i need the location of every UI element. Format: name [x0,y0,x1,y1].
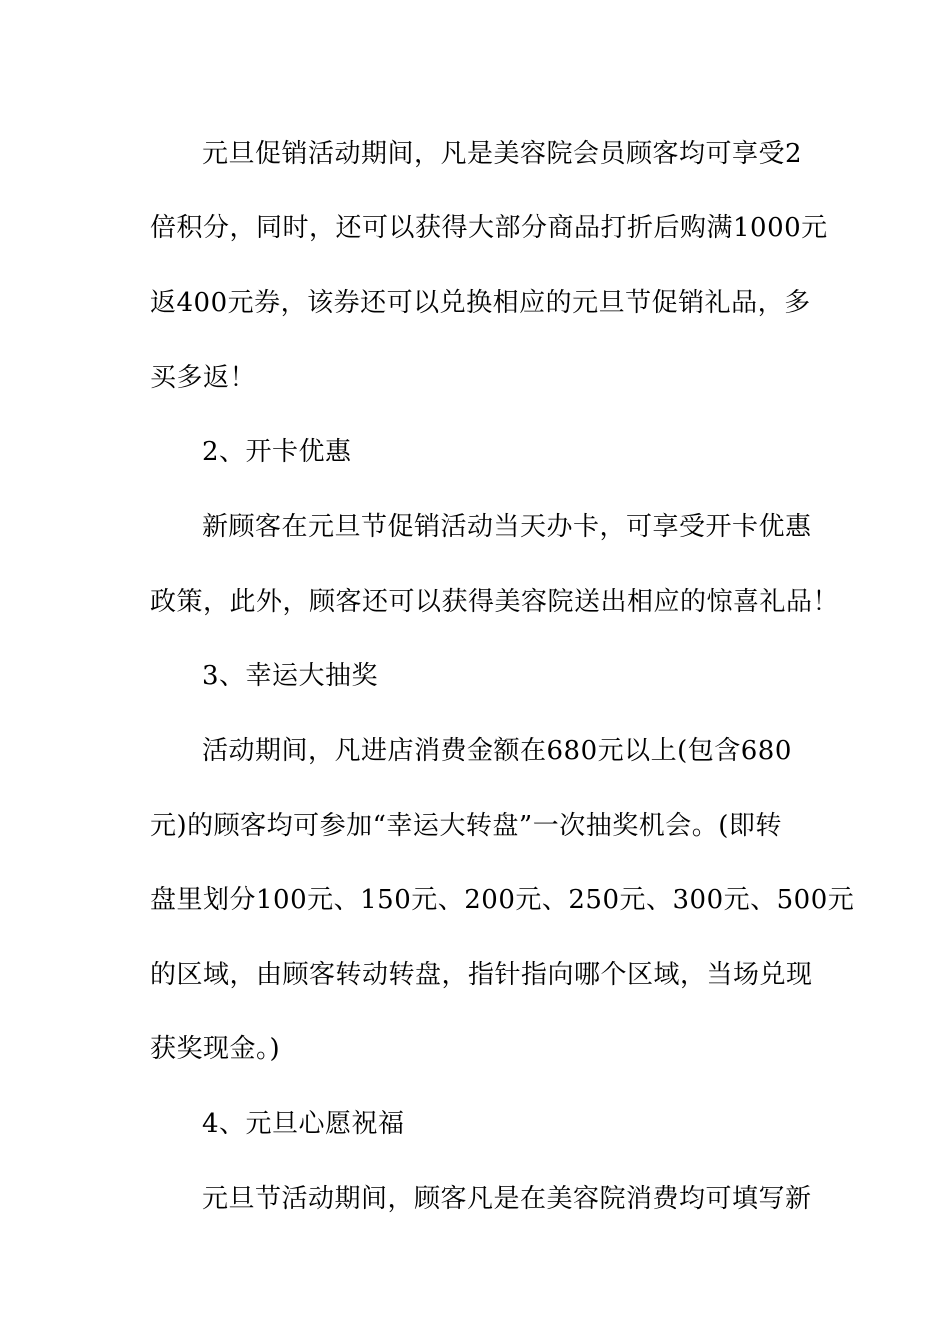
paragraph-3-line-5: 获奖现金。) [150,1034,281,1064]
paragraph-2-line-1: 新顾客在元旦节促销活动当天办卡，可享受开卡优惠 [202,512,812,542]
paragraph-3-line-4: 的区域，由顾客转动转盘，指针指向哪个区域，当场兑现 [150,960,813,990]
paragraph-1-line-1: 元旦促销活动期间，凡是美容院会员顾客均可享受2 [202,139,803,169]
paragraph-2-line-2: 政策，此外，顾客还可以获得美容院送出相应的惊喜礼品！ [150,587,840,617]
section-heading-card-discount: 2、开卡优惠 [202,437,352,467]
paragraph-1-line-3: 返400元券，该券还可以兑换相应的元旦节促销礼品，多 [150,288,811,318]
section-heading-lucky-draw: 3、幸运大抽奖 [202,661,379,691]
paragraph-1-line-4: 买多返！ [150,363,257,393]
paragraph-3-line-3: 盘里划分100元、150元、200元、250元、300元、500元 [150,885,855,915]
paragraph-4-line-1: 元旦节活动期间，顾客凡是在美容院消费均可填写新 [202,1184,812,1214]
paragraph-1-line-2: 倍积分，同时，还可以获得大部分商品打折后购满1000元 [150,213,828,243]
paragraph-3-line-2: 元)的顾客均可参加“幸运大转盘”一次抽奖机会。(即转 [150,811,782,841]
paragraph-3-line-1: 活动期间，凡进店消费金额在680元以上(包含680 [202,736,792,766]
section-heading-new-year-wishes: 4、元旦心愿祝福 [202,1109,405,1139]
